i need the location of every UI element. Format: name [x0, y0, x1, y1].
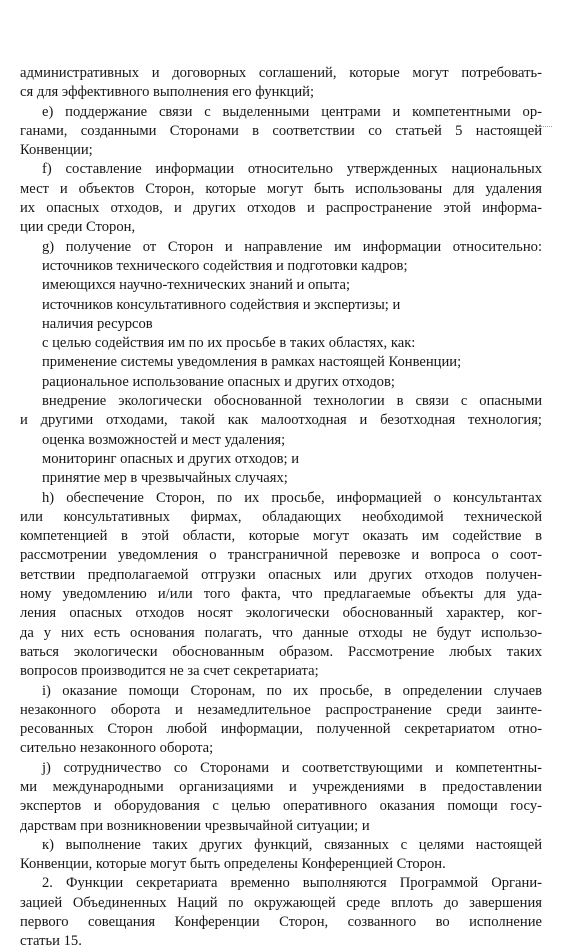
text-line: источников технического содействия и подготовки кадров; [42, 257, 408, 274]
text-line: ми международными организациями и учреждениями в предоставлении [20, 778, 542, 795]
text-line: ному уведомлению и/или того факта, что предлагаемые объекты для уда- [20, 586, 542, 603]
text-line: с целью содействия им по их просьбе в таких областях, как: [42, 335, 416, 352]
text-line: имеющихся научно-технических знаний и опыта; [42, 277, 351, 294]
text-line: дарствам при возникновении чрезвычайной ситуации; и [20, 817, 370, 834]
text-line: применение системы уведомления в рамках настоящей Конвенции; [42, 354, 462, 371]
text-line: вопросов производится не за счет секретариата; [20, 663, 319, 680]
text-line: зацией Объединенных Наций по окружающей среде вплоть до завершения [20, 894, 542, 911]
text-line: g) получение от Сторон и направление им информации относительно: [42, 238, 542, 255]
text-line: компетенцией в этой области, которые могут оказать им содействие в [20, 528, 542, 545]
text-line: мест и объектов Сторон, которые могут быть использованы для удаления [20, 180, 542, 197]
text-line: ления опасных отходов носят экологически обоснованный характер, ког- [20, 605, 542, 622]
text-line: первого совещания Конференции Сторон, созванного во исполнение [20, 914, 542, 931]
text-line: экспертов и оборудования с целью оперативного оказания помощи госу- [20, 798, 542, 815]
text-line: Конвенции; [20, 142, 93, 159]
text-line: к) выполнение таких других функций, связанных с целями настоящей [42, 836, 542, 853]
text-line: да у них есть основания полагать, что данные отходы не будут использо- [20, 624, 542, 641]
text-line: f) составление информации относительно утвержденных национальных [42, 161, 542, 178]
text-line: ся для эффективного выполнения его функций; [20, 84, 315, 101]
text-line: j) сотрудничество со Сторонами и соответствующими и компетентны- [42, 759, 542, 776]
text-line: источников консультативного содействия и экспертизы; и [42, 296, 401, 313]
text-line: ваться экологически обоснованным образом. Рассмотрение любых таких [20, 643, 542, 660]
text-line: Конвенции, которые могут быть определены Конференцией Сторон. [20, 856, 446, 873]
text-line: статьи 15. [20, 933, 82, 950]
text-line: мониторинг опасных и других отходов; и [42, 450, 300, 467]
document-body [20, 64, 542, 952]
text-line: наличия ресурсов [42, 315, 153, 332]
text-line: незаконного оборота и незамедлительное распространение среди заинте- [20, 701, 542, 718]
text-line: i) оказание помощи Сторонам, по их просьбе, в определении случаев [42, 682, 542, 699]
text-line: ганами, созданными Сторонами в соответствии со статьей 5 настоящей [20, 122, 542, 139]
text-line: рациональное использование опасных и других отходов; [42, 373, 395, 390]
text-line: h) обеспечение Сторон, по их просьбе, информацией о консультантах [42, 489, 542, 506]
text-line: и другими отходами, такой как малоотходная и безотходная технология; [20, 412, 542, 429]
text-line: их опасных отходов, и других отходов и распространение этой информа- [20, 200, 542, 217]
text-line: e) поддержание связи с выделенными центрами и компетентными ор- [42, 103, 542, 120]
text-line: ветствии предполагаемой отгрузки опасных или других отходов получен- [20, 566, 542, 583]
text-line: рассмотрении уведомления о трансграничной перевозке и вопроса о соот- [20, 547, 542, 564]
text-line: сительно незаконного оборота; [20, 740, 214, 757]
text-line: принятие мер в чрезвычайных случаях; [42, 470, 288, 487]
text-line: или консультативных фирмах, обладающих необходимой технической [20, 508, 542, 525]
text-line: ции среди Сторон, [20, 219, 136, 236]
text-line: оценка возможностей и мест удаления; [42, 431, 286, 448]
text-line: ресованных Сторон любой информации, полученной секретариатом отно- [20, 721, 542, 738]
text-line: 2. Функции секретариата временно выполняются Программой Органи- [42, 875, 542, 892]
text-line: внедрение экологически обоснованной технологии в связи с опасными [42, 393, 542, 410]
text-line: административных и договорных соглашений, которые могут потребовать- [20, 65, 542, 81]
